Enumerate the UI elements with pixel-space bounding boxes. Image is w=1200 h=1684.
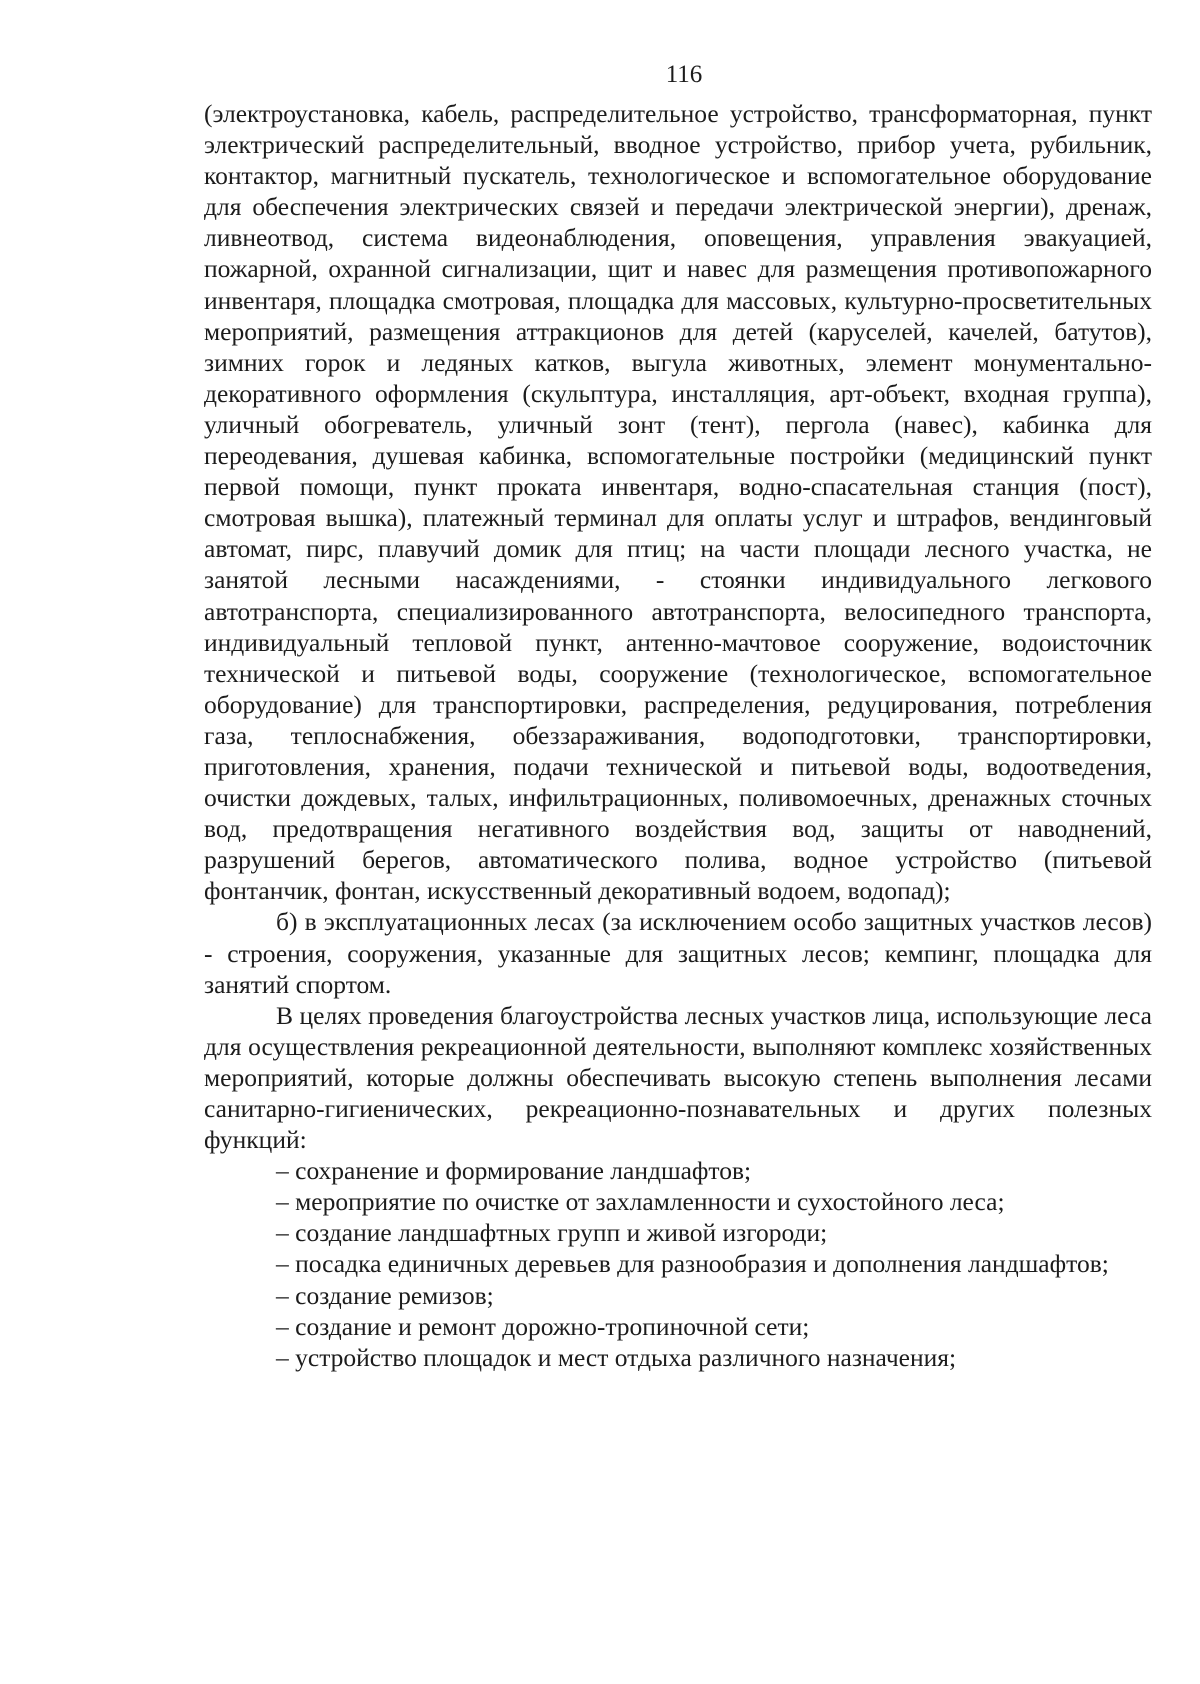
paragraph-continuation: (электроустановка, кабель, распределительное устройство, трансформаторная, пункт электрический распределительный, вводное устройство, прибор учета, рубильник, контактор, магнитный пускатель, технологическое и вспомогательное оборудование для обеспечения электрических связей и передачи электрической энергии), дренаж, ливнеотвод, система видеонаблюдения, оповещения, управления эвакуацией, пожарной, охранной сигнализации, щит и навес для размещения противопожарного инвентаря, площадка смотровая, площадка для массовых, культурно-просветительных мероприятий, размещения аттракционов для детей (каруселей, качелей, батутов), зимних горок и ледяных катков, выгула животных, элемент монументально-декоративного оформления (скульптура, инсталляция, арт-объект, входная группа), уличный обогреватель, уличный зонт (тент), пергола (навес), кабинка для переодевания, душевая кабинка, вспомогательные постройки (медицинский пункт первой помощи, пункт проката инвентаря, водно-спасательная станция (пост), смотровая вышка), платежный терминал для оплаты услуг и штрафов, вендинговый автомат, пирс, плавучий домик для птиц; на части площади лесного участка, не занятой лесными насаждениями, - стоянки индивидуального легкового автотранспорта, специализированного автотранспорта, велосипедного транспорта, индивидуальный тепловой пункт, антенно-мачтовое сооружение, водоисточник технической и питьевой воды, сооружение (технологическое, вспомогательное оборудование) для транспортировки, распределения, редуцирования, потребления газа, теплоснабжения, обеззараживания, водоподготовки, транспортировки, приготовления, хранения, подачи технической и питьевой воды, водоотведения, очистки дождевых, талых, инфильтрационных, поливомоечных, дренажных сточных вод, предотвращения негативного воздействия вод, защиты от наводнений, разрушений берегов, автоматического полива, водное устройство (питьевой фонтанчик, фонтан, искусственный декоративный водоем, водопад); (204, 99, 1152, 906)
list-item: – создание ландшафтных групп и живой изгороди; (276, 1218, 828, 1248)
paragraph-exploitation-forests: б) в эксплуатационных лесах (за исключением особо защитных участков лесов) - строения, сооружения, указанные для защитных лесов; кемпинг, площадка для занятий спортом. (204, 907, 1152, 999)
page-number: 116 (665, 61, 703, 88)
list-item: – создание ремизов; (276, 1280, 494, 1310)
list-item: – мероприятие по очистке от захламленности и сухостойного леса; (276, 1187, 1005, 1217)
document-body (204, 98, 1152, 1373)
list-item: – устройство площадок и мест отдыха различного назначения; (276, 1342, 957, 1372)
paragraph-improvement-measures: В целях проведения благоустройства лесных участков лица, использующие леса для осуществления рекреационной деятельности, выполняют комплекс хозяйственных мероприятий, которые должны обеспечивать высокую степень выполнения лесами санитарно-гигиенических, рекреационно-познавательных и других полезных функций: (204, 1000, 1152, 1155)
list-item: – сохранение и формирование ландшафтов; (276, 1156, 752, 1186)
list-item: – создание и ремонт дорожно-тропиночной сети; (276, 1311, 810, 1341)
list-item: – посадка единичных деревьев для разнообразия и дополнения ландшафтов; (276, 1249, 1109, 1279)
